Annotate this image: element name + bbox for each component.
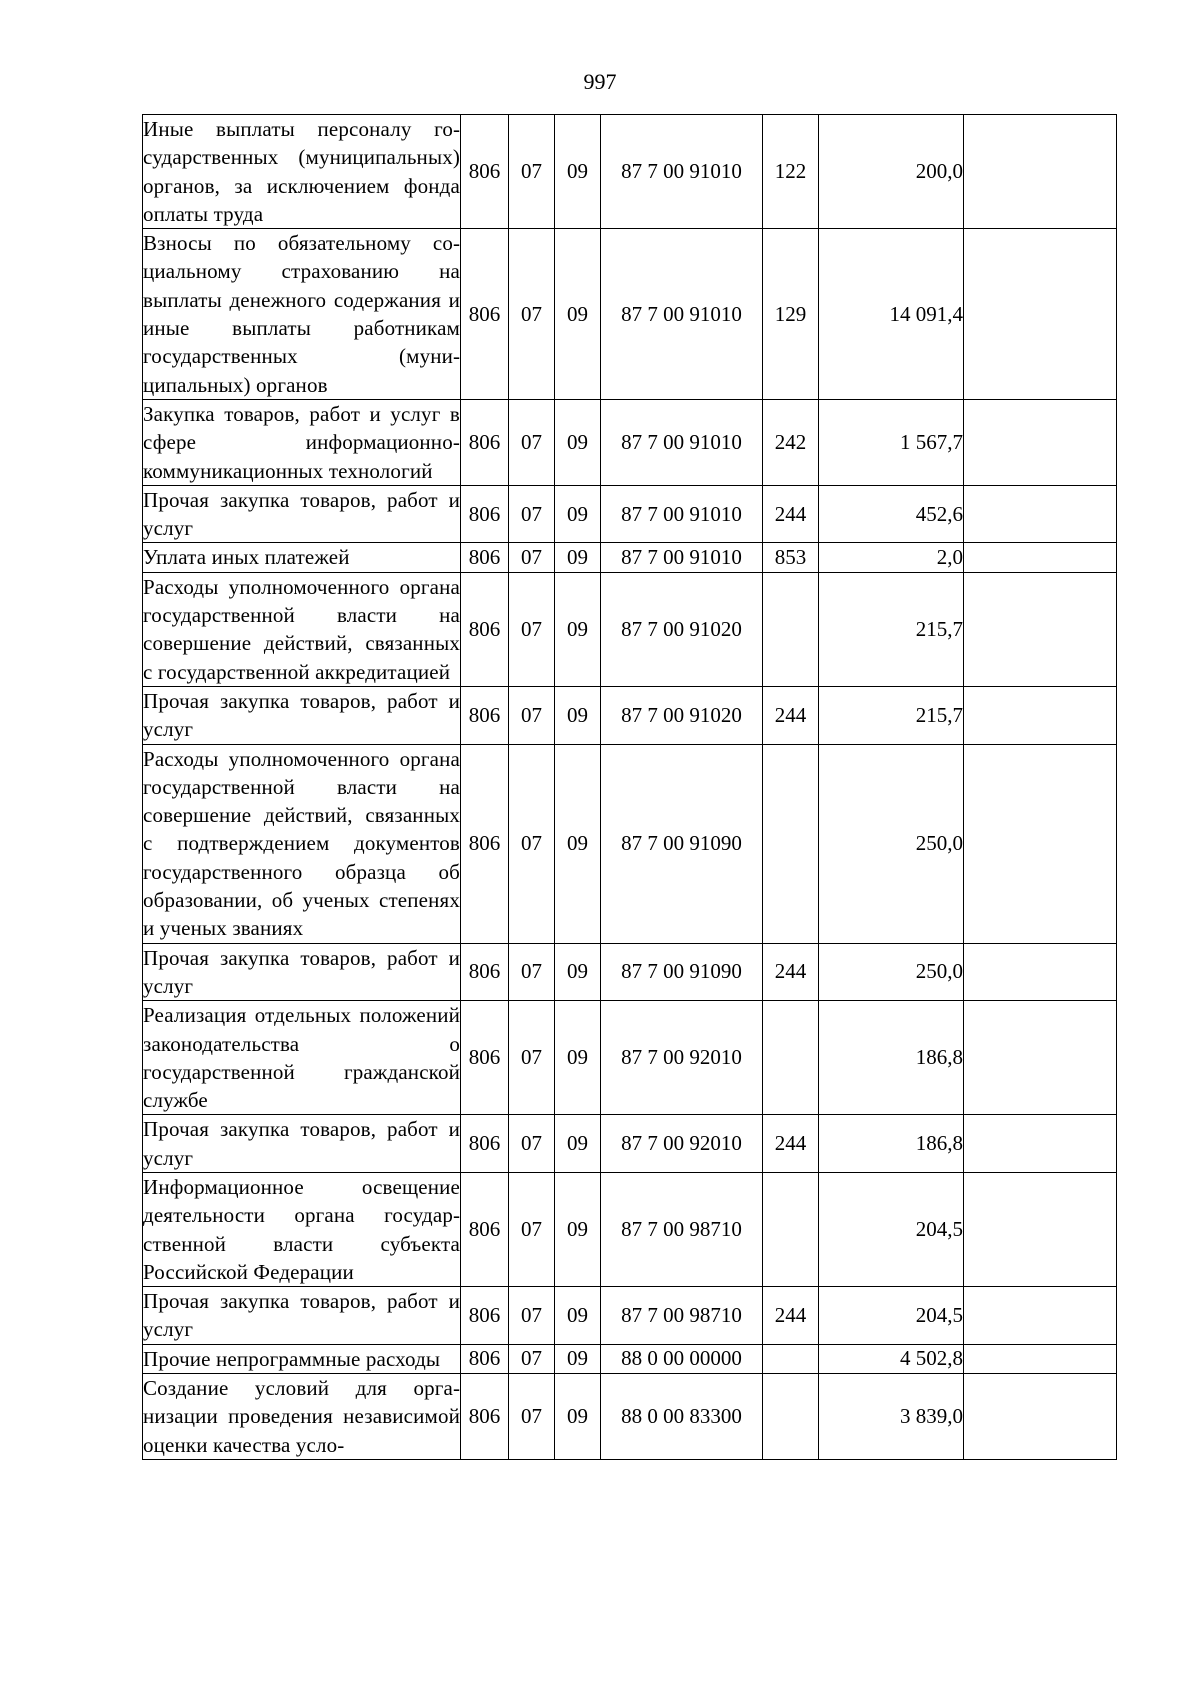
amount: 452,6 bbox=[819, 485, 964, 543]
subsection-code: 09 bbox=[555, 485, 601, 543]
row-description: Прочая закупка товаров, работ и услуг bbox=[143, 686, 461, 744]
amount: 3 839,0 bbox=[819, 1374, 964, 1460]
row-description: Расходы уполномоченного органа государственной власти на совершение действий, связанных с государственной аккредитацией bbox=[143, 572, 461, 686]
row-description: Взносы по обязательному социальному страхованию на выплаты денежного содержания и иные выплаты работникам государственных (муниципальных) органов bbox=[143, 229, 461, 400]
ministry-code: 806 bbox=[461, 399, 509, 485]
table-row bbox=[143, 1344, 1117, 1373]
section-code: 07 bbox=[509, 1115, 555, 1173]
target-article-code: 88 0 00 83300 bbox=[601, 1374, 763, 1460]
table-row bbox=[143, 686, 1117, 744]
amount: 186,8 bbox=[819, 1115, 964, 1173]
ministry-code: 806 bbox=[461, 485, 509, 543]
target-article-code: 87 7 00 91010 bbox=[601, 229, 763, 400]
row-description: Информационное освещение деятельности органа государственной власти субъекта Российской Федерации bbox=[143, 1172, 461, 1286]
subsection-code: 09 bbox=[555, 943, 601, 1001]
ministry-code: 806 bbox=[461, 744, 509, 943]
ministry-code: 806 bbox=[461, 1172, 509, 1286]
ministry-code: 806 bbox=[461, 686, 509, 744]
row-description: Закупка товаров, работ и услуг в сфере информационно-коммуникационных технологий bbox=[143, 399, 461, 485]
section-code: 07 bbox=[509, 485, 555, 543]
expense-type-code: 244 bbox=[763, 943, 819, 1001]
empty-column bbox=[964, 1172, 1117, 1286]
target-article-code: 87 7 00 91010 bbox=[601, 115, 763, 229]
row-description: Иные выплаты персоналу государственных (муниципальных) органов, за исключением фонда оплаты труда bbox=[143, 115, 461, 229]
target-article-code: 87 7 00 98710 bbox=[601, 1172, 763, 1286]
section-code: 07 bbox=[509, 115, 555, 229]
empty-column bbox=[964, 572, 1117, 686]
subsection-code: 09 bbox=[555, 229, 601, 400]
amount: 215,7 bbox=[819, 572, 964, 686]
subsection-code: 09 bbox=[555, 572, 601, 686]
amount: 204,5 bbox=[819, 1172, 964, 1286]
amount: 200,0 bbox=[819, 115, 964, 229]
table-row bbox=[143, 1287, 1117, 1345]
expense-type-code: 129 bbox=[763, 229, 819, 400]
expense-type-code bbox=[763, 572, 819, 686]
target-article-code: 87 7 00 91020 bbox=[601, 686, 763, 744]
subsection-code: 09 bbox=[555, 543, 601, 572]
empty-column bbox=[964, 115, 1117, 229]
empty-column bbox=[964, 744, 1117, 943]
ministry-code: 806 bbox=[461, 943, 509, 1001]
table-row bbox=[143, 115, 1117, 229]
section-code: 07 bbox=[509, 1287, 555, 1345]
table-row bbox=[143, 1001, 1117, 1115]
ministry-code: 806 bbox=[461, 229, 509, 400]
empty-column bbox=[964, 1374, 1117, 1460]
amount: 215,7 bbox=[819, 686, 964, 744]
amount: 2,0 bbox=[819, 543, 964, 572]
expense-type-code bbox=[763, 1344, 819, 1373]
amount: 204,5 bbox=[819, 1287, 964, 1345]
section-code: 07 bbox=[509, 229, 555, 400]
row-description: Прочая закупка товаров, работ и услуг bbox=[143, 1115, 461, 1173]
empty-column bbox=[964, 686, 1117, 744]
budget-table bbox=[142, 114, 1117, 1460]
ministry-code: 806 bbox=[461, 1344, 509, 1373]
target-article-code: 87 7 00 91010 bbox=[601, 485, 763, 543]
ministry-code: 806 bbox=[461, 1287, 509, 1345]
section-code: 07 bbox=[509, 744, 555, 943]
target-article-code: 87 7 00 91090 bbox=[601, 943, 763, 1001]
subsection-code: 09 bbox=[555, 1115, 601, 1173]
section-code: 07 bbox=[509, 399, 555, 485]
table-row bbox=[143, 1374, 1117, 1460]
expense-type-code: 853 bbox=[763, 543, 819, 572]
empty-column bbox=[964, 1115, 1117, 1173]
ministry-code: 806 bbox=[461, 1115, 509, 1173]
ministry-code: 806 bbox=[461, 115, 509, 229]
expense-type-code bbox=[763, 1374, 819, 1460]
table-row bbox=[143, 1115, 1117, 1173]
section-code: 07 bbox=[509, 686, 555, 744]
target-article-code: 87 7 00 92010 bbox=[601, 1001, 763, 1115]
target-article-code: 88 0 00 00000 bbox=[601, 1344, 763, 1373]
section-code: 07 bbox=[509, 1344, 555, 1373]
subsection-code: 09 bbox=[555, 1344, 601, 1373]
table-row bbox=[143, 485, 1117, 543]
section-code: 07 bbox=[509, 1001, 555, 1115]
amount: 250,0 bbox=[819, 744, 964, 943]
ministry-code: 806 bbox=[461, 1374, 509, 1460]
empty-column bbox=[964, 399, 1117, 485]
expense-type-code: 244 bbox=[763, 686, 819, 744]
section-code: 07 bbox=[509, 572, 555, 686]
expense-type-code: 122 bbox=[763, 115, 819, 229]
amount: 1 567,7 bbox=[819, 399, 964, 485]
target-article-code: 87 7 00 98710 bbox=[601, 1287, 763, 1345]
target-article-code: 87 7 00 91020 bbox=[601, 572, 763, 686]
expense-type-code bbox=[763, 1001, 819, 1115]
expense-type-code: 244 bbox=[763, 485, 819, 543]
row-description: Реализация отдельных положений законодательства о государственной гражданской службе bbox=[143, 1001, 461, 1115]
subsection-code: 09 bbox=[555, 744, 601, 943]
empty-column bbox=[964, 1287, 1117, 1345]
target-article-code: 87 7 00 91010 bbox=[601, 543, 763, 572]
table-row bbox=[143, 1172, 1117, 1286]
amount: 14 091,4 bbox=[819, 229, 964, 400]
ministry-code: 806 bbox=[461, 1001, 509, 1115]
empty-column bbox=[964, 943, 1117, 1001]
row-description: Уплата иных платежей bbox=[143, 543, 461, 572]
target-article-code: 87 7 00 91090 bbox=[601, 744, 763, 943]
section-code: 07 bbox=[509, 1374, 555, 1460]
section-code: 07 bbox=[509, 943, 555, 1001]
row-description: Прочая закупка товаров, работ и услуг bbox=[143, 1287, 461, 1345]
table-row bbox=[143, 543, 1117, 572]
amount: 250,0 bbox=[819, 943, 964, 1001]
subsection-code: 09 bbox=[555, 1287, 601, 1345]
subsection-code: 09 bbox=[555, 115, 601, 229]
subsection-code: 09 bbox=[555, 1374, 601, 1460]
subsection-code: 09 bbox=[555, 686, 601, 744]
subsection-code: 09 bbox=[555, 1172, 601, 1286]
subsection-code: 09 bbox=[555, 1001, 601, 1115]
row-description: Прочие непрограммные расходы bbox=[143, 1344, 461, 1373]
subsection-code: 09 bbox=[555, 399, 601, 485]
expense-type-code: 244 bbox=[763, 1287, 819, 1345]
expense-type-code: 244 bbox=[763, 1115, 819, 1173]
ministry-code: 806 bbox=[461, 543, 509, 572]
amount: 4 502,8 bbox=[819, 1344, 964, 1373]
empty-column bbox=[964, 1001, 1117, 1115]
empty-column bbox=[964, 1344, 1117, 1373]
target-article-code: 87 7 00 92010 bbox=[601, 1115, 763, 1173]
row-description: Расходы уполномоченного органа государственной власти на совершение действий, связанных с подтверждением документов государственного образца об образовании, об ученых степенях и ученых званиях bbox=[143, 744, 461, 943]
expense-type-code bbox=[763, 744, 819, 943]
table-row bbox=[143, 572, 1117, 686]
ministry-code: 806 bbox=[461, 572, 509, 686]
empty-column bbox=[964, 543, 1117, 572]
table-row bbox=[143, 229, 1117, 400]
section-code: 07 bbox=[509, 1172, 555, 1286]
table-row bbox=[143, 744, 1117, 943]
section-code: 07 bbox=[509, 543, 555, 572]
row-description: Создание условий для организации проведения независимой оценки качества усло- bbox=[143, 1374, 461, 1460]
empty-column bbox=[964, 485, 1117, 543]
amount: 186,8 bbox=[819, 1001, 964, 1115]
expense-type-code: 242 bbox=[763, 399, 819, 485]
table-row bbox=[143, 399, 1117, 485]
row-description: Прочая закупка товаров, работ и услуг bbox=[143, 485, 461, 543]
row-description: Прочая закупка товаров, работ и услуг bbox=[143, 943, 461, 1001]
page-number: 997 bbox=[583, 69, 617, 94]
expense-type-code bbox=[763, 1172, 819, 1286]
empty-column bbox=[964, 229, 1117, 400]
target-article-code: 87 7 00 91010 bbox=[601, 399, 763, 485]
table-row bbox=[143, 943, 1117, 1001]
